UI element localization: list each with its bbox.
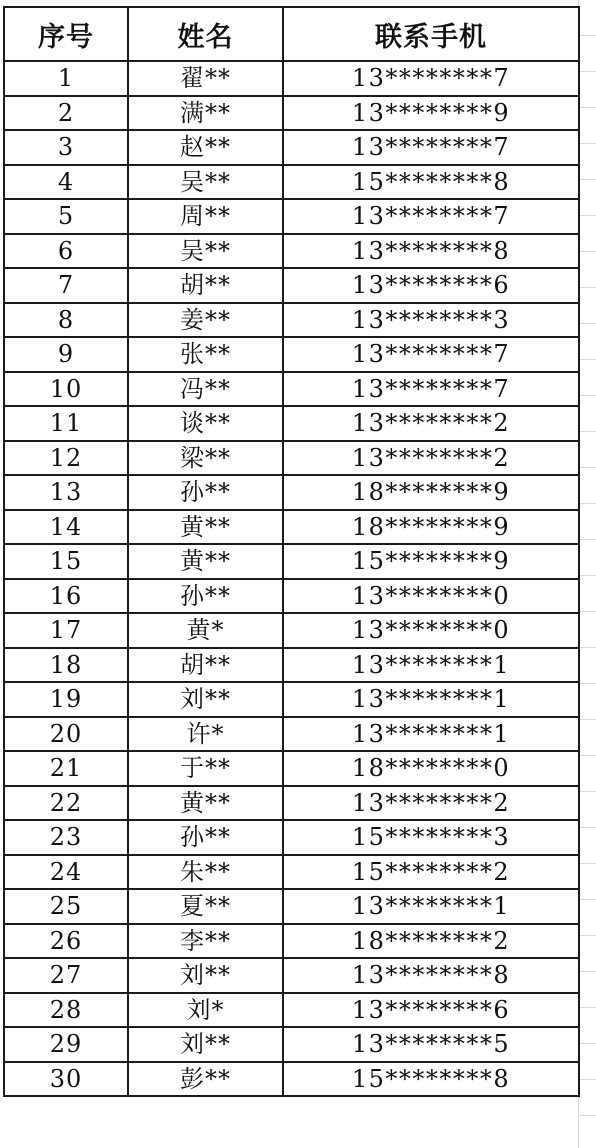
name-cell[interactable]: 吴**	[128, 165, 283, 200]
index-cell[interactable]: 16	[4, 579, 128, 614]
table-row	[4, 510, 579, 545]
name-cell[interactable]: 刘**	[128, 682, 283, 717]
table-body	[4, 61, 579, 1096]
table-row	[4, 268, 579, 303]
header-row	[4, 7, 579, 61]
name-cell[interactable]: 黄**	[128, 786, 283, 821]
index-cell[interactable]: 26	[4, 924, 128, 959]
phone-cell[interactable]: 13********8	[283, 234, 579, 269]
phone-cell[interactable]: 13********1	[283, 682, 579, 717]
index-cell[interactable]: 29	[4, 1027, 128, 1062]
table-row	[4, 855, 579, 890]
header-index[interactable]: 序号	[4, 7, 128, 61]
name-cell[interactable]: 胡**	[128, 268, 283, 303]
header-name[interactable]: 姓名	[128, 7, 283, 61]
phone-cell[interactable]: 13********2	[283, 441, 579, 476]
table-row	[4, 441, 579, 476]
index-cell[interactable]: 18	[4, 648, 128, 683]
index-cell[interactable]: 22	[4, 786, 128, 821]
index-cell[interactable]: 14	[4, 510, 128, 545]
phone-cell[interactable]: 15********9	[283, 544, 579, 579]
index-cell[interactable]: 12	[4, 441, 128, 476]
table-row	[4, 475, 579, 510]
header-phone[interactable]: 联系手机	[283, 7, 579, 61]
phone-cell[interactable]: 13********2	[283, 786, 579, 821]
phone-cell[interactable]: 13********6	[283, 993, 579, 1028]
phone-cell[interactable]: 13********2	[283, 406, 579, 441]
name-cell[interactable]: 翟**	[128, 61, 283, 96]
phone-cell[interactable]: 13********3	[283, 303, 579, 338]
index-cell[interactable]: 5	[4, 199, 128, 234]
index-cell[interactable]: 15	[4, 544, 128, 579]
phone-cell[interactable]: 18********9	[283, 510, 579, 545]
index-cell[interactable]: 13	[4, 475, 128, 510]
index-cell[interactable]: 1	[4, 61, 128, 96]
phone-cell[interactable]: 13********7	[283, 130, 579, 165]
phone-cell[interactable]: 13********1	[283, 648, 579, 683]
name-cell[interactable]: 黄**	[128, 544, 283, 579]
table-row	[4, 1027, 579, 1062]
name-cell[interactable]: 彭**	[128, 1062, 283, 1097]
index-cell[interactable]: 3	[4, 130, 128, 165]
name-cell[interactable]: 刘**	[128, 1027, 283, 1062]
table-row	[4, 96, 579, 131]
name-cell[interactable]: 李**	[128, 924, 283, 959]
index-cell[interactable]: 21	[4, 751, 128, 786]
name-cell[interactable]: 吴**	[128, 234, 283, 269]
phone-cell[interactable]: 18********9	[283, 475, 579, 510]
index-cell[interactable]: 9	[4, 337, 128, 372]
name-cell[interactable]: 夏**	[128, 889, 283, 924]
index-cell[interactable]: 4	[4, 165, 128, 200]
name-cell[interactable]: 孙**	[128, 475, 283, 510]
index-cell[interactable]: 10	[4, 372, 128, 407]
name-cell[interactable]: 孙**	[128, 579, 283, 614]
name-cell[interactable]: 许*	[128, 717, 283, 752]
index-cell[interactable]: 2	[4, 96, 128, 131]
phone-cell[interactable]: 15********3	[283, 820, 579, 855]
table-row	[4, 613, 579, 648]
table-row	[4, 786, 579, 821]
phone-cell[interactable]: 15********8	[283, 165, 579, 200]
phone-cell[interactable]: 15********8	[283, 1062, 579, 1097]
index-cell[interactable]: 23	[4, 820, 128, 855]
name-cell[interactable]: 刘*	[128, 993, 283, 1028]
name-cell[interactable]: 黄**	[128, 510, 283, 545]
index-cell[interactable]: 25	[4, 889, 128, 924]
table-row	[4, 165, 579, 200]
table-row	[4, 303, 579, 338]
name-cell[interactable]: 孙**	[128, 820, 283, 855]
name-cell[interactable]: 黄*	[128, 613, 283, 648]
table-row	[4, 924, 579, 959]
name-cell[interactable]: 谈**	[128, 406, 283, 441]
table-header	[4, 7, 579, 61]
name-cell[interactable]: 冯**	[128, 372, 283, 407]
phone-cell[interactable]: 13********7	[283, 61, 579, 96]
table-row	[4, 648, 579, 683]
index-cell[interactable]: 6	[4, 234, 128, 269]
name-cell[interactable]: 朱**	[128, 855, 283, 890]
phone-cell[interactable]: 18********0	[283, 751, 579, 786]
phone-cell[interactable]: 13********7	[283, 199, 579, 234]
table-row	[4, 820, 579, 855]
table-row	[4, 682, 579, 717]
phone-cell[interactable]: 13********0	[283, 613, 579, 648]
table-row	[4, 751, 579, 786]
table-row	[4, 234, 579, 269]
phone-cell[interactable]: 13********1	[283, 889, 579, 924]
table-row	[4, 1062, 579, 1097]
name-cell[interactable]: 姜**	[128, 303, 283, 338]
index-cell[interactable]: 11	[4, 406, 128, 441]
name-cell[interactable]: 刘**	[128, 958, 283, 993]
index-cell[interactable]: 28	[4, 993, 128, 1028]
index-cell[interactable]: 27	[4, 958, 128, 993]
table-row	[4, 544, 579, 579]
phone-cell[interactable]: 13********7	[283, 337, 579, 372]
phone-cell[interactable]: 13********1	[283, 717, 579, 752]
phone-cell[interactable]: 13********7	[283, 372, 579, 407]
phone-cell[interactable]: 13********8	[283, 958, 579, 993]
phone-cell[interactable]: 13********5	[283, 1027, 579, 1062]
table-row	[4, 61, 579, 96]
table-row	[4, 958, 579, 993]
phone-cell[interactable]: 15********2	[283, 855, 579, 890]
table-row	[4, 406, 579, 441]
index-cell[interactable]: 19	[4, 682, 128, 717]
index-cell[interactable]: 7	[4, 268, 128, 303]
phone-cell[interactable]: 13********0	[283, 579, 579, 614]
name-cell[interactable]: 梁**	[128, 441, 283, 476]
name-cell[interactable]: 赵**	[128, 130, 283, 165]
name-cell[interactable]: 周**	[128, 199, 283, 234]
index-cell[interactable]: 20	[4, 717, 128, 752]
index-cell[interactable]: 8	[4, 303, 128, 338]
index-cell[interactable]: 30	[4, 1062, 128, 1097]
table-row	[4, 199, 579, 234]
table-row	[4, 372, 579, 407]
name-cell[interactable]: 于**	[128, 751, 283, 786]
index-cell[interactable]: 24	[4, 855, 128, 890]
phone-cell[interactable]: 13********6	[283, 268, 579, 303]
phone-cell[interactable]: 18********2	[283, 924, 579, 959]
table-row	[4, 717, 579, 752]
phone-cell[interactable]: 13********9	[283, 96, 579, 131]
table-row	[4, 130, 579, 165]
table-row	[4, 993, 579, 1028]
table-row	[4, 337, 579, 372]
name-cell[interactable]: 胡**	[128, 648, 283, 683]
name-cell[interactable]: 张**	[128, 337, 283, 372]
table-row	[4, 579, 579, 614]
index-cell[interactable]: 17	[4, 613, 128, 648]
adjacent-grid-column	[578, 0, 596, 1148]
table-row	[4, 889, 579, 924]
contact-table	[3, 6, 580, 1097]
name-cell[interactable]: 满**	[128, 96, 283, 131]
